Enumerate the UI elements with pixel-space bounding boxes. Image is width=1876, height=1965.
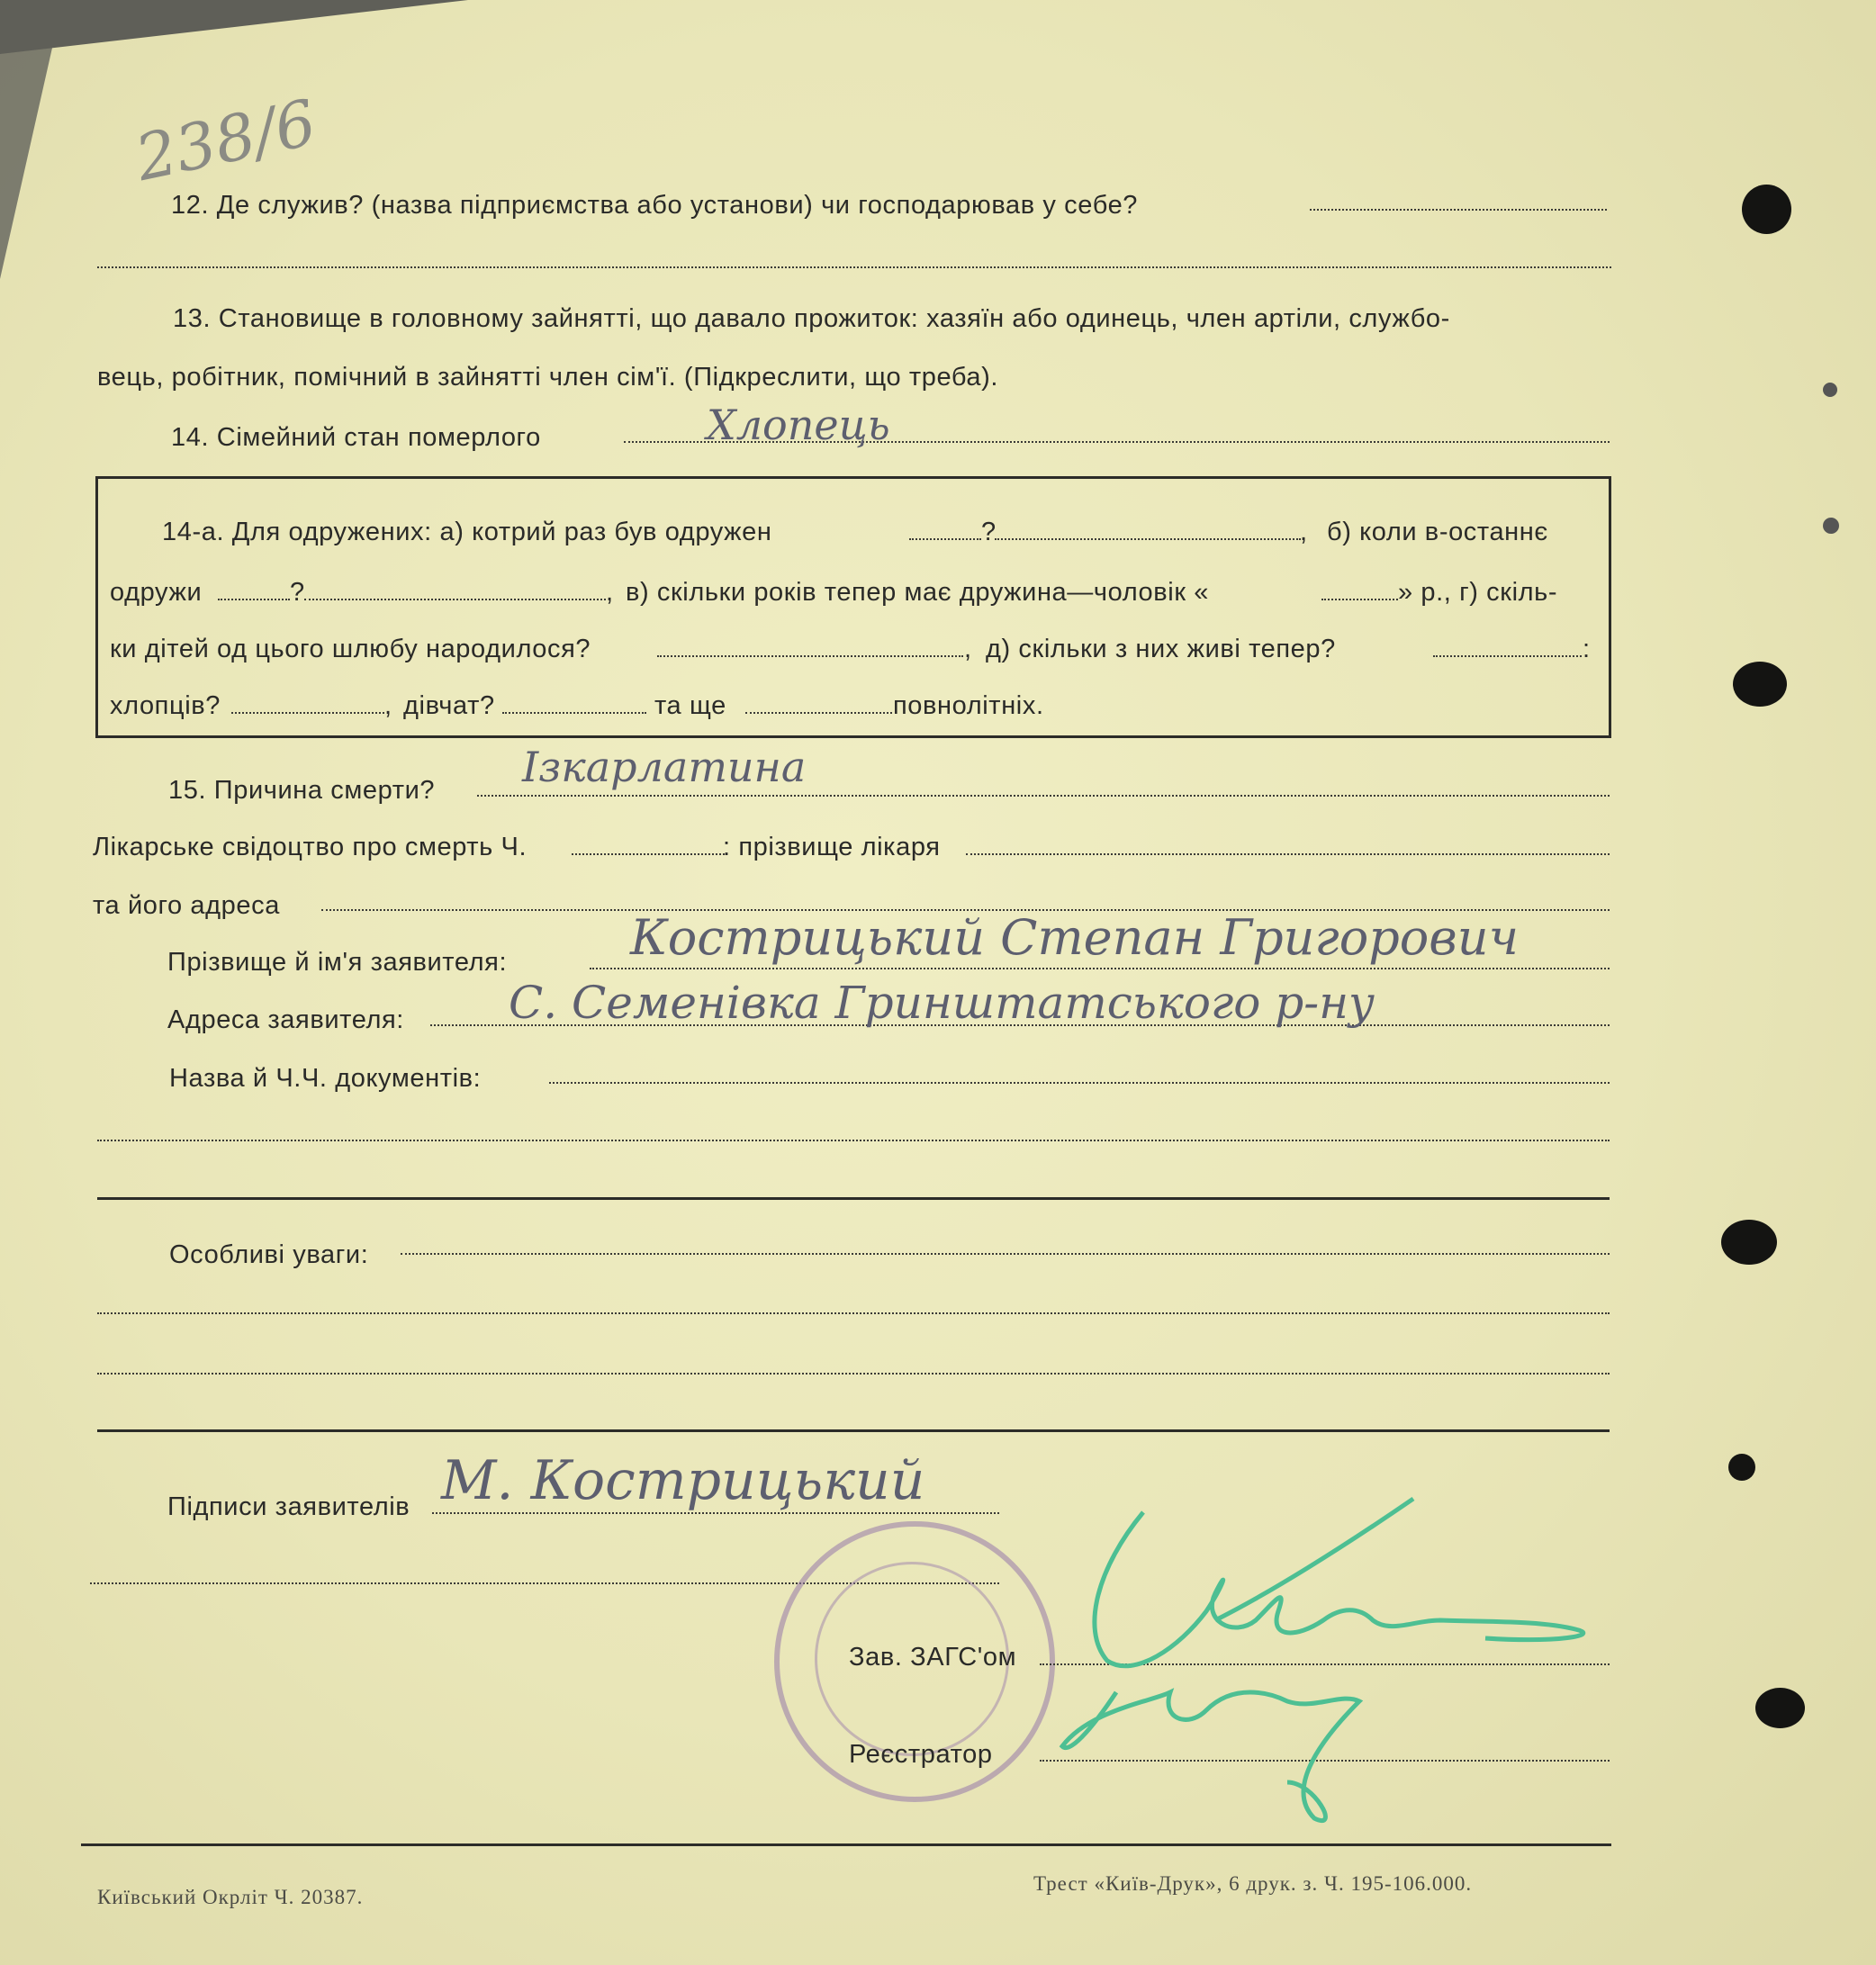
section-rule-2 [97,1429,1610,1432]
doctor-name-line [966,853,1610,855]
q14a-line4-dots-1 [231,712,384,714]
q14a-qmark-2: ? [290,578,305,607]
q14a-line4-b: дівчат? [403,691,495,720]
archive-number: 238/6 [129,85,323,196]
q14a-line2-a: одружи [110,578,203,607]
binding-hole [1755,1688,1805,1728]
q14a-line2-dots-3 [1321,599,1398,600]
doctor-name-label: : прізвище лікаря [723,833,941,861]
binding-hole-small [1823,518,1839,534]
q14a-line3-a: ки дітей од цього шлюбу народилося? [110,635,591,663]
q12-label: 12. Де служив? (назва підприємства або установи) чи господарював у себе? [171,191,1139,220]
q14-label: 14. Сімейний стан померлого [171,423,541,452]
q12-answer-line [1310,209,1607,211]
q15-answer-handwritten: Ізкарлатина [522,743,807,791]
section-rule-1 [97,1197,1610,1200]
applicant-address-handwritten: С. Семенівка Гринштатського р-ну [509,977,1375,1029]
signatures-label: Підписи заявителів [167,1492,410,1521]
q14a-line4-dots-3 [745,712,892,714]
doctor-address-label: та його адреса [93,891,280,920]
q14a-qmark-1: ? [981,518,997,546]
q14a-line4-d: повнолітніх. [893,691,1044,720]
q14a-comma-3: , [964,635,972,663]
q14a-line4-dots-2 [502,712,646,714]
notes-label: Особливі уваги: [169,1240,369,1269]
bottom-rule [81,1843,1611,1846]
q14a-line2-dots-2 [304,599,606,600]
notes-line-1 [401,1253,1610,1255]
q14a-line4-a: хлопців? [110,691,221,720]
binding-hole [1728,1454,1755,1481]
binding-hole [1721,1220,1777,1265]
binding-hole [1742,185,1791,234]
q14a-line1-dots-2 [995,538,1301,540]
applicant-address-label: Адреса заявителя: [167,1005,404,1034]
zags-label: Зав. ЗАГС'ом [849,1643,1017,1672]
footer-left: Київський Окрліт Ч. 20387. [97,1886,364,1908]
documents-label: Назва й Ч.Ч. документів: [169,1064,482,1093]
q14a-comma-1: , [1300,518,1308,546]
q14a-line3-b: д) скільки з них живі тепер? [986,635,1336,663]
q12-answer-line-2 [97,266,1611,268]
q14a-line3-dots-2 [1433,655,1582,657]
q13-label-line1: 13. Становище в головному зайнятті, що давало прожиток: хазяїн або одинець, член артіли, службо- [173,304,1450,333]
signatures-line-1 [432,1512,999,1514]
applicant-signature: М. Кострицький [441,1449,925,1512]
notes-line-3 [97,1373,1610,1375]
scanner-corner-shadow-top [0,0,468,54]
binding-hole [1733,662,1787,707]
q14a-line1-a: 14-а. Для одружених: а) котрий раз був одружен [162,518,772,546]
applicant-name-label: Прізвище й ім'я заявителя: [167,948,508,977]
notes-line-2 [97,1312,1610,1314]
applicant-name-handwritten: Кострицький Степан Григорович [630,909,1520,966]
q14a-colon: : [1583,635,1591,663]
q15-label: 15. Причина смерти? [168,776,436,805]
q13-label-line2: вець, робітник, помічний в зайнятті член сім'ї. (Підкреслити, що треба). [97,363,999,392]
binding-hole-small [1823,383,1837,397]
footer-right: Трест «Київ-Друк», 6 друк. з. Ч. 195-106.000. [1033,1872,1473,1895]
documents-line-2 [97,1140,1610,1141]
q14-answer-handwritten: Хлопець [707,401,890,449]
official-green-signatures [1017,1485,1701,1845]
q15-answer-line [477,795,1610,797]
q14a-comma-4: , [384,691,392,720]
q14a-comma-2: , [606,578,614,607]
q14a-line2-b: в) скільки років тепер має дружина—чоловік « [626,578,1209,607]
med-cert-label: Лікарське свідоцтво про смерть Ч. [93,833,528,861]
q14a-line3-dots-1 [657,655,963,657]
q14a-line2-dots-1 [218,599,290,600]
registrar-label: Реєстратор [849,1740,993,1769]
q14a-line2-c: » р., г) скіль- [1398,578,1558,607]
q14a-line4-c: та ще [654,691,726,720]
documents-line-1 [549,1082,1610,1084]
med-cert-number-line [572,853,725,855]
q14a-line1-b: б) коли в-останнє [1327,518,1548,546]
applicant-name-line [590,968,1610,969]
q14a-line1-dots-1 [909,538,981,540]
